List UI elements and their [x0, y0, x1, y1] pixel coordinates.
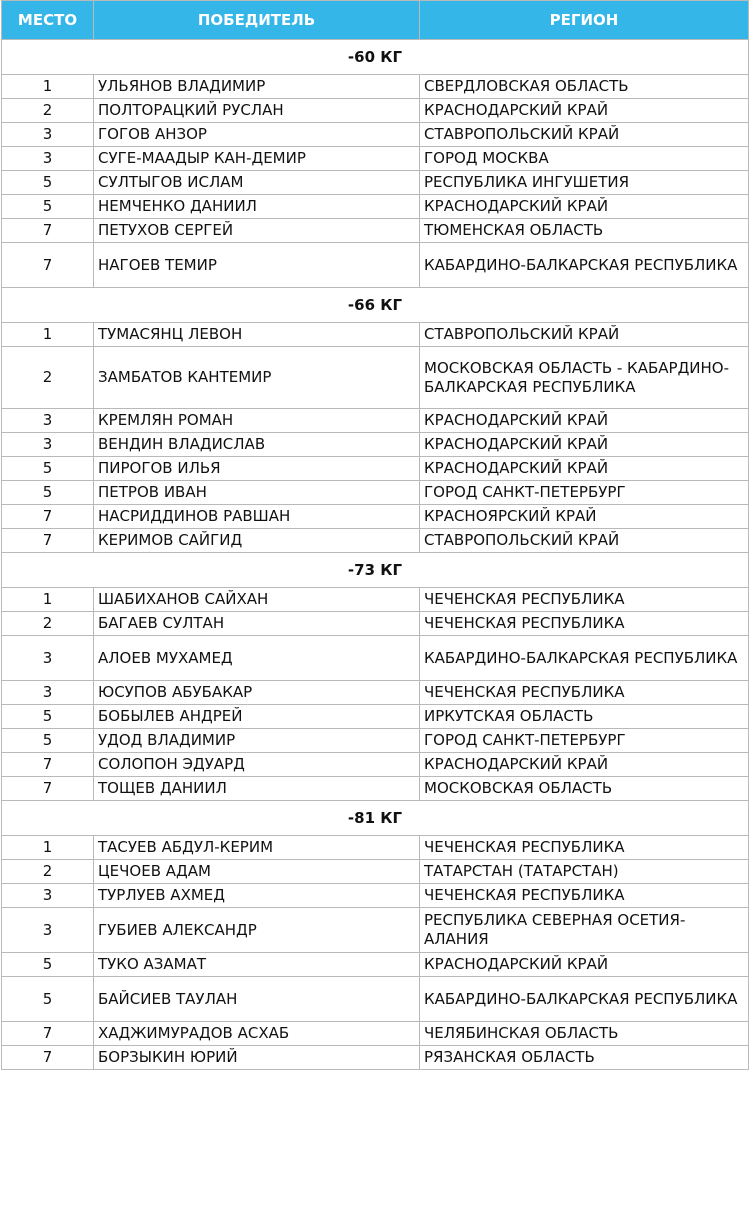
region-cell: ТАТАРСТАН (ТАТАРСТАН) — [420, 860, 749, 884]
table-row — [2, 481, 749, 505]
place-cell: 2 — [2, 347, 94, 409]
table-row — [2, 884, 749, 908]
region-cell: ЧЕЧЕНСКАЯ РЕСПУБЛИКА — [420, 884, 749, 908]
place-cell: 3 — [2, 123, 94, 147]
winner-cell: ГУБИЕВ АЛЕКСАНДР — [94, 908, 420, 953]
region-cell: КРАСНОДАРСКИЙ КРАЙ — [420, 457, 749, 481]
table-row — [2, 75, 749, 99]
place-cell: 7 — [2, 777, 94, 801]
table-row — [2, 753, 749, 777]
weight-category-title: -66 КГ — [2, 288, 749, 323]
header-place: МЕСТО — [2, 1, 94, 40]
region-cell: РЕСПУБЛИКА СЕВЕРНАЯ ОСЕТИЯ-АЛАНИЯ — [420, 908, 749, 953]
winner-cell: ПОЛТОРАЦКИЙ РУСЛАН — [94, 99, 420, 123]
place-cell: 2 — [2, 860, 94, 884]
table-row — [2, 219, 749, 243]
table-row — [2, 636, 749, 681]
winner-cell: ВЕНДИН ВЛАДИСЛАВ — [94, 433, 420, 457]
place-cell: 3 — [2, 908, 94, 953]
header-winner: ПОБЕДИТЕЛЬ — [94, 1, 420, 40]
place-cell: 2 — [2, 612, 94, 636]
winner-cell: ЗАМБАТОВ КАНТЕМИР — [94, 347, 420, 409]
place-cell: 5 — [2, 729, 94, 753]
place-cell: 5 — [2, 977, 94, 1022]
region-cell: ИРКУТСКАЯ ОБЛАСТЬ — [420, 705, 749, 729]
place-cell: 1 — [2, 323, 94, 347]
table-row — [2, 612, 749, 636]
table-row — [2, 409, 749, 433]
weight-category-title: -73 КГ — [2, 553, 749, 588]
region-cell: КРАСНОЯРСКИЙ КРАЙ — [420, 505, 749, 529]
table-row — [2, 953, 749, 977]
table-row — [2, 323, 749, 347]
winner-cell: ТОЩЕВ ДАНИИЛ — [94, 777, 420, 801]
table-body — [2, 40, 749, 1070]
winner-cell: УДОД ВЛАДИМИР — [94, 729, 420, 753]
region-cell: ЧЕЧЕНСКАЯ РЕСПУБЛИКА — [420, 612, 749, 636]
weight-category-row — [2, 40, 749, 75]
place-cell: 7 — [2, 1046, 94, 1070]
place-cell: 3 — [2, 147, 94, 171]
table-row — [2, 977, 749, 1022]
winner-cell: ЮСУПОВ АБУБАКАР — [94, 681, 420, 705]
table-row — [2, 457, 749, 481]
place-cell: 3 — [2, 433, 94, 457]
place-cell: 5 — [2, 457, 94, 481]
place-cell: 1 — [2, 75, 94, 99]
region-cell: СВЕРДЛОВСКАЯ ОБЛАСТЬ — [420, 75, 749, 99]
region-cell: СТАВРОПОЛЬСКИЙ КРАЙ — [420, 529, 749, 553]
winner-cell: БОРЗЫКИН ЮРИЙ — [94, 1046, 420, 1070]
winner-cell: ТАСУЕВ АБДУЛ-КЕРИМ — [94, 836, 420, 860]
region-cell: МОСКОВСКАЯ ОБЛАСТЬ — [420, 777, 749, 801]
place-cell: 5 — [2, 705, 94, 729]
table-row — [2, 777, 749, 801]
table-row — [2, 195, 749, 219]
region-cell: СТАВРОПОЛЬСКИЙ КРАЙ — [420, 323, 749, 347]
region-cell: КАБАРДИНО-БАЛКАРСКАЯ РЕСПУБЛИКА — [420, 243, 749, 288]
table-row — [2, 243, 749, 288]
winner-cell: ЦЕЧОЕВ АДАМ — [94, 860, 420, 884]
header-row — [2, 1, 749, 40]
winner-cell: КЕРИМОВ САЙГИД — [94, 529, 420, 553]
winner-cell: ШАБИХАНОВ САЙХАН — [94, 588, 420, 612]
weight-category-row — [2, 801, 749, 836]
table-row — [2, 681, 749, 705]
table-row — [2, 836, 749, 860]
winner-cell: ПЕТУХОВ СЕРГЕЙ — [94, 219, 420, 243]
winner-cell: СУГЕ-МААДЫР КАН-ДЕМИР — [94, 147, 420, 171]
place-cell: 7 — [2, 1022, 94, 1046]
winner-cell: ПИРОГОВ ИЛЬЯ — [94, 457, 420, 481]
region-cell: КРАСНОДАРСКИЙ КРАЙ — [420, 195, 749, 219]
place-cell: 3 — [2, 681, 94, 705]
region-cell: РЕСПУБЛИКА ИНГУШЕТИЯ — [420, 171, 749, 195]
place-cell: 3 — [2, 409, 94, 433]
winner-cell: КРЕМЛЯН РОМАН — [94, 409, 420, 433]
winner-cell: ТУКО АЗАМАТ — [94, 953, 420, 977]
region-cell: ЧЕЧЕНСКАЯ РЕСПУБЛИКА — [420, 588, 749, 612]
winner-cell: НАСРИДДИНОВ РАВШАН — [94, 505, 420, 529]
place-cell: 7 — [2, 219, 94, 243]
region-cell: КРАСНОДАРСКИЙ КРАЙ — [420, 99, 749, 123]
region-cell: КРАСНОДАРСКИЙ КРАЙ — [420, 409, 749, 433]
place-cell: 7 — [2, 753, 94, 777]
table-header — [2, 1, 749, 40]
table-row — [2, 147, 749, 171]
region-cell: ТЮМЕНСКАЯ ОБЛАСТЬ — [420, 219, 749, 243]
table-row — [2, 123, 749, 147]
winner-cell: СОЛОПОН ЭДУАРД — [94, 753, 420, 777]
region-cell: ГОРОД САНКТ-ПЕТЕРБУРГ — [420, 481, 749, 505]
place-cell: 2 — [2, 99, 94, 123]
place-cell: 5 — [2, 195, 94, 219]
place-cell: 5 — [2, 171, 94, 195]
region-cell: ЧЕЧЕНСКАЯ РЕСПУБЛИКА — [420, 836, 749, 860]
results-table — [1, 0, 749, 1070]
table-row — [2, 1046, 749, 1070]
table-row — [2, 860, 749, 884]
place-cell: 1 — [2, 836, 94, 860]
region-cell: КАБАРДИНО-БАЛКАРСКАЯ РЕСПУБЛИКА — [420, 636, 749, 681]
region-cell: КРАСНОДАРСКИЙ КРАЙ — [420, 753, 749, 777]
weight-category-title: -60 КГ — [2, 40, 749, 75]
region-cell: ЧЕЧЕНСКАЯ РЕСПУБЛИКА — [420, 681, 749, 705]
winner-cell: АЛОЕВ МУХАМЕД — [94, 636, 420, 681]
region-cell: СТАВРОПОЛЬСКИЙ КРАЙ — [420, 123, 749, 147]
place-cell: 7 — [2, 505, 94, 529]
winner-cell: БОБЫЛЕВ АНДРЕЙ — [94, 705, 420, 729]
weight-category-title: -81 КГ — [2, 801, 749, 836]
region-cell: ГОРОД МОСКВА — [420, 147, 749, 171]
region-cell: МОСКОВСКАЯ ОБЛАСТЬ - КАБАРДИНО-БАЛКАРСКАЯ РЕСПУБЛИКА — [420, 347, 749, 409]
winner-cell: НЕМЧЕНКО ДАНИИЛ — [94, 195, 420, 219]
place-cell: 3 — [2, 884, 94, 908]
table-row — [2, 99, 749, 123]
table-row — [2, 505, 749, 529]
table-row — [2, 347, 749, 409]
region-cell: ЧЕЛЯБИНСКАЯ ОБЛАСТЬ — [420, 1022, 749, 1046]
weight-category-row — [2, 553, 749, 588]
winner-cell: ХАДЖИМУРАДОВ АСХАБ — [94, 1022, 420, 1046]
winner-cell: БАГАЕВ СУЛТАН — [94, 612, 420, 636]
region-cell: КРАСНОДАРСКИЙ КРАЙ — [420, 433, 749, 457]
place-cell: 7 — [2, 243, 94, 288]
winner-cell: ТУМАСЯНЦ ЛЕВОН — [94, 323, 420, 347]
table-row — [2, 1022, 749, 1046]
place-cell: 7 — [2, 529, 94, 553]
winner-cell: ПЕТРОВ ИВАН — [94, 481, 420, 505]
region-cell: КАБАРДИНО-БАЛКАРСКАЯ РЕСПУБЛИКА — [420, 977, 749, 1022]
winner-cell: БАЙСИЕВ ТАУЛАН — [94, 977, 420, 1022]
weight-category-row — [2, 288, 749, 323]
winner-cell: НАГОЕВ ТЕМИР — [94, 243, 420, 288]
table-row — [2, 433, 749, 457]
winner-cell: УЛЬЯНОВ ВЛАДИМИР — [94, 75, 420, 99]
table-row — [2, 588, 749, 612]
table-row — [2, 171, 749, 195]
table-row — [2, 908, 749, 953]
winner-cell: ТУРЛУЕВ АХМЕД — [94, 884, 420, 908]
place-cell: 1 — [2, 588, 94, 612]
table-row — [2, 705, 749, 729]
winner-cell: СУЛТЫГОВ ИСЛАМ — [94, 171, 420, 195]
region-cell: ГОРОД САНКТ-ПЕТЕРБУРГ — [420, 729, 749, 753]
region-cell: КРАСНОДАРСКИЙ КРАЙ — [420, 953, 749, 977]
region-cell: РЯЗАНСКАЯ ОБЛАСТЬ — [420, 1046, 749, 1070]
table-row — [2, 529, 749, 553]
place-cell: 3 — [2, 636, 94, 681]
place-cell: 5 — [2, 481, 94, 505]
header-region: РЕГИОН — [420, 1, 749, 40]
table-row — [2, 729, 749, 753]
place-cell: 5 — [2, 953, 94, 977]
winner-cell: ГОГОВ АНЗОР — [94, 123, 420, 147]
